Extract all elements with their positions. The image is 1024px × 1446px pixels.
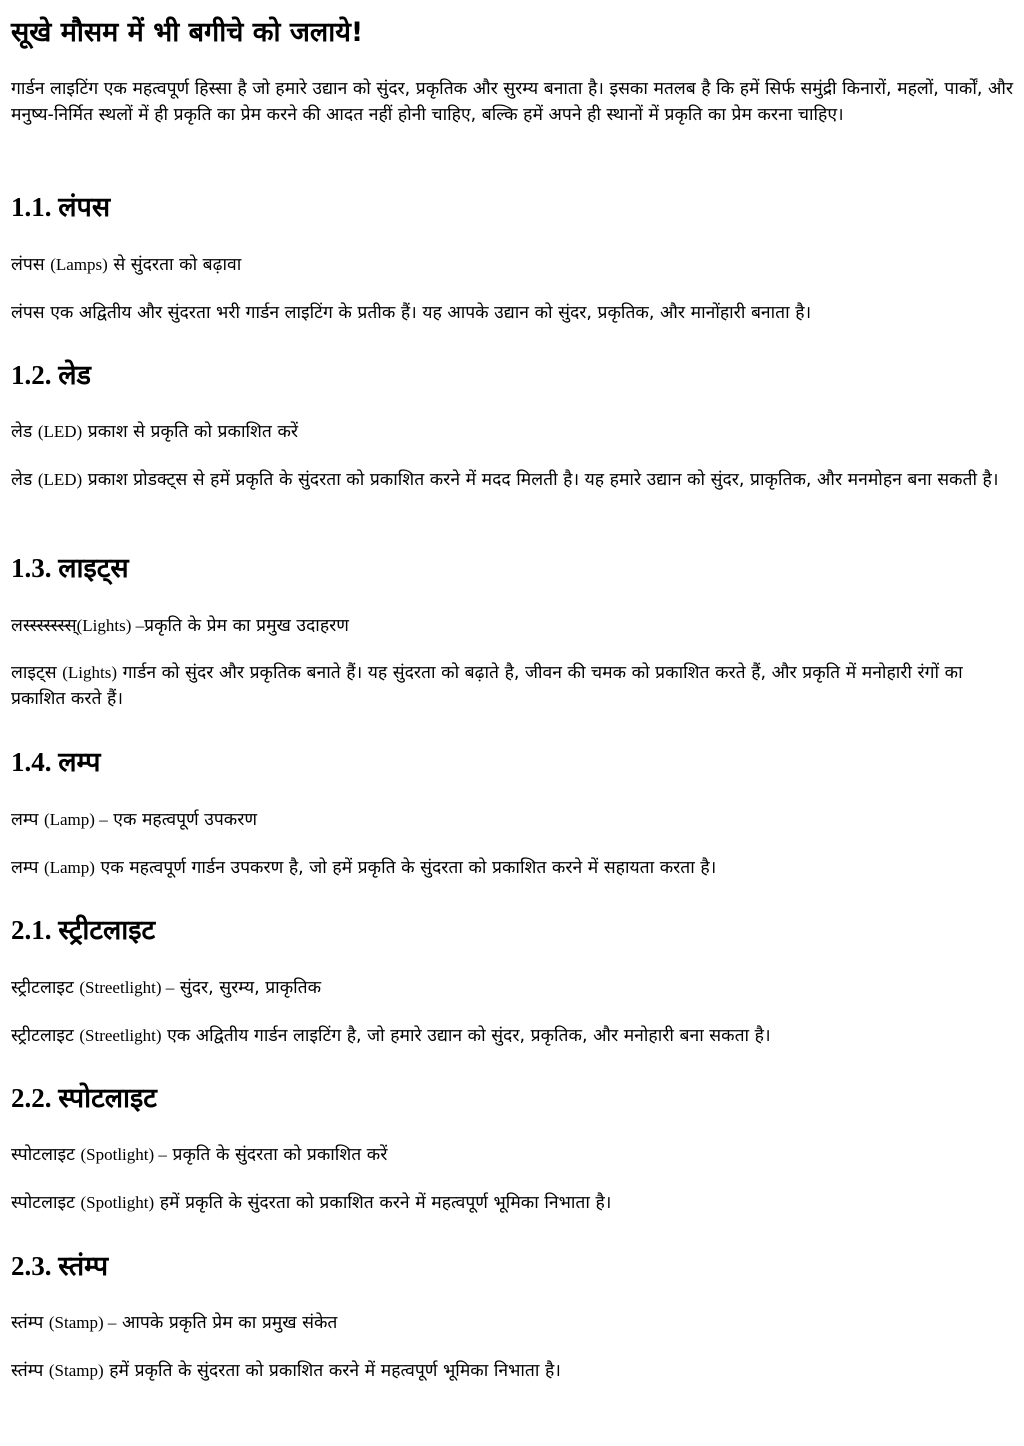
description-text: हमें प्रकृति के सुंदरता को प्रकाशित करने में महत्वपूर्ण भूमिका निभाता है।: [159, 1193, 612, 1213]
subtitle-english-term: (Lamp) –: [43, 810, 108, 829]
page-title: सूखे मौसम में भी बगीचे को जलाये!: [11, 17, 364, 48]
section-subtitle-lamps: [11, 252, 1014, 278]
subtitle-english-term: (LED): [37, 422, 83, 441]
description-text: हमें प्रकृति के सुंदरता को प्रकाशित करने में महत्वपूर्ण भूमिका निभाता है।: [109, 1361, 561, 1381]
subtitle-english-term: (Lamps): [50, 255, 108, 274]
subtitle-term: लंपस: [11, 255, 45, 275]
subtitle-english-term: (Streetlight) –: [79, 978, 175, 997]
description-english-term: (Streetlight): [79, 1026, 162, 1045]
section-title: स्पोटलाइट: [58, 1083, 157, 1114]
description-term: स्पोटलाइट: [11, 1193, 75, 1213]
section-number: 1.3.: [11, 553, 52, 583]
section-subtitle-led: [11, 419, 1014, 445]
section-description-streetlight: [11, 1023, 1014, 1049]
description-text: एक महत्वपूर्ण गार्डन उपकरण है, जो हमें प्रकृति के सुंदरता को प्रकाशित करने में सहायता करता है।: [100, 858, 717, 878]
description-text: एक अद्वितीय गार्डन लाइटिंग है, जो हमारे उद्यान को सुंदर, प्रकृतिक, और मनोहारी बना सकता है।: [167, 1026, 771, 1046]
section-heading-spotlight: [11, 1080, 1014, 1117]
section-heading-led: [11, 357, 1014, 394]
subtitle-text: आपके प्रकृति प्रेम का प्रमुख संकेत: [122, 1313, 338, 1333]
section-number: 2.3.: [11, 1251, 52, 1281]
section-heading-lamps: [11, 189, 1014, 226]
description-text: प्रकाश प्रोडक्ट्स से हमें प्रकृति के सुंदरता को प्रकाशित करने में मदद मिलती है। यह हमारे उद्यान को सुंदर, प्राकृतिक, और मनमोहन बना सकती है।: [87, 470, 999, 490]
description-term: लाइट्स: [11, 663, 57, 683]
section-heading-streetlight: [11, 912, 1014, 949]
subtitle-text: एक महत्वपूर्ण उपकरण: [113, 810, 258, 830]
description-english-term: (LED): [37, 470, 83, 489]
section-description-lights: [11, 660, 1014, 712]
subtitle-text: से सुंदरता को बढ़ावा: [113, 255, 242, 275]
subtitle-english-term: (Stamp) –: [48, 1313, 117, 1332]
description-english-term: (Lamp): [43, 858, 95, 877]
subtitle-term: स्तंम्प: [11, 1313, 44, 1333]
subtitle-term: लेड: [11, 422, 33, 442]
subtitle-english-term: (Spotlight) –: [80, 1145, 167, 1164]
description-text: गार्डन को सुंदर और प्रकृतिक बनाते हैं। यह सुंदरता को बढ़ाते है, जीवन की चमक को प्रकाशित करते हैं, और प्रकृति में मनोहारी रंगों का प्रकाशित करते हैं।: [11, 663, 963, 709]
section-number: 2.2.: [11, 1083, 52, 1113]
section-description-led: [11, 467, 1014, 493]
section-description-stamp: [11, 1358, 1014, 1384]
section-title: लंपस: [58, 192, 111, 223]
section-subtitle-spotlight: [11, 1142, 1014, 1168]
description-term: लम्प: [11, 858, 39, 878]
subtitle-term: स्ट्रीटलाइट: [11, 978, 74, 998]
subtitle-text: प्रकाश से प्रकृति को प्रकाशित करें: [87, 422, 299, 442]
section-heading-stamp: [11, 1248, 1014, 1285]
section-description-lamps: लंपस एक अद्वितीय और सुंदरता भरी गार्डन लाइटिंग के प्रतीक हैं। यह आपके उद्यान को सुंदर, प्रकृतिक, और मानोंहारी बनाता है।: [11, 303, 812, 323]
subtitle-term: लस्स्स्स्स्स्स्: [11, 616, 77, 636]
section-title: लम्प: [58, 747, 101, 778]
description-english-term: (Spotlight): [80, 1193, 155, 1212]
section-heading-lights: [11, 550, 1014, 587]
description-english-term: (Lights): [62, 663, 117, 682]
section-subtitle-lamp: [11, 807, 1014, 833]
section-number: 1.1.: [11, 192, 52, 222]
section-description-lamp: [11, 855, 1014, 881]
subtitle-english-term: (Lights) –: [76, 616, 145, 635]
section-title: लाइट्स: [58, 553, 129, 584]
subtitle-text: प्रकृति के सुंदरता को प्रकाशित करें: [172, 1145, 388, 1165]
subtitle-term: लम्प: [11, 810, 39, 830]
section-title: स्तंम्प: [58, 1251, 109, 1282]
subtitle-text: प्रकृति के प्रेम का प्रमुख उदाहरण: [144, 616, 349, 636]
section-title: स्ट्रीटलाइट: [58, 915, 156, 946]
description-term: स्ट्रीटलाइट: [11, 1026, 74, 1046]
section-subtitle-stamp: [11, 1310, 1014, 1336]
section-title: लेड: [58, 360, 92, 391]
section-number: 2.1.: [11, 915, 52, 945]
section-description-spotlight: [11, 1190, 1014, 1216]
section-subtitle-lights: [11, 613, 1014, 639]
section-subtitle-streetlight: [11, 975, 1014, 1001]
subtitle-text: सुंदर, सुरम्य, प्राकृतिक: [179, 978, 322, 998]
section-number: 1.4.: [11, 747, 52, 777]
description-term: स्तंम्प: [11, 1361, 44, 1381]
subtitle-term: स्पोटलाइट: [11, 1145, 75, 1165]
description-english-term: (Stamp): [48, 1361, 104, 1380]
description-term: लेड: [11, 470, 33, 490]
section-number: 1.2.: [11, 360, 52, 390]
section-heading-lamp: [11, 744, 1014, 781]
intro-paragraph: गार्डन लाइटिंग एक महत्वपूर्ण हिस्सा है जो हमारे उद्यान को सुंदर, प्रकृतिक और सुरम्य बनाता है। इसका मतलब है कि हमें सिर्फ समुंद्री किनारों, महलों, पार्कों, और मनुष्य-निर्मित स्थलों में ही प्रकृति का प्रेम करने की आदत नहीं होनी चाहिए, बल्कि हमें अपने ही स्थानों में प्रकृति का प्रेम करना चाहिए।: [11, 79, 1014, 125]
